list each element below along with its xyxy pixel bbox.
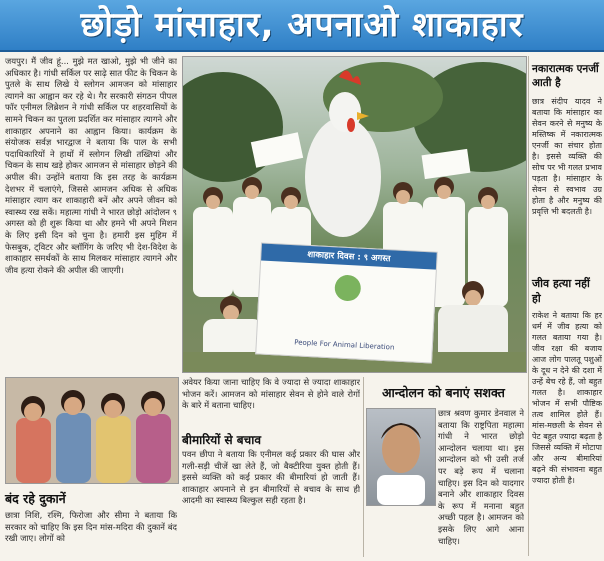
movement-column (438, 408, 524, 556)
killing-column (532, 310, 602, 558)
portrait-photo (366, 408, 436, 506)
shops-heading: बंद रहे दुकानें (5, 491, 66, 506)
photo-banner-tag: People For Animal Liberation (294, 338, 395, 352)
right-column-divider (528, 56, 529, 556)
shops-text: छात्रा निशि, रश्मि, फिरोजा और सीमा ने बताया कि सरकार को चाहिए कि इस दिन मांस-मदिरा की दुकानें बंद रखी जाए। लोगों को (5, 510, 177, 544)
center-text: अवेयर किया जाना चाहिए कि वे ज्यादा से ज्यादा शाकाहार भोजन करें। आमजन को मांसाहार सेवन से होने वाले रोगों के बारे में बताना चाहिए। (182, 377, 360, 411)
photo-banner-logo (334, 274, 361, 301)
portrait-illustration (367, 409, 435, 505)
movement-heading: आन्दोलन को बनाएं सशक्त (382, 385, 505, 400)
center-text-block (182, 377, 360, 427)
students-illustration (6, 378, 178, 483)
diseases-column (182, 449, 360, 557)
students-photo (5, 377, 179, 484)
killing-heading: जीव हत्या नहीं हो (532, 277, 590, 305)
negative-energy-text: छात्र संदीप यादव ने बताया कि मांसाहार का सेवन करने से मनुष्य के मस्तिष्क में नकारात्मक एनर्जी का संचार होता है। इससे व्यक्ति की सोच पर भी गलत प्रभाव पड़ता है। मांसाहार के सेवन से स्वभाव उग्र होता है और मनुष्य की प्रवृत्ति भी बदलती है। (532, 97, 602, 216)
headline: छोड़ो मांसाहार, अपनाओ शाकाहार (80, 5, 524, 45)
column-divider (363, 377, 364, 557)
diseases-text: पवन छीपा ने बताया कि एनीमल कई प्रकार की घास और गली-सड़ी चीजें खा लेते हैं, जो बैक्टीरिया युक्त होती हैं। इससे व्यक्ति को कई प्रकार की बीमारियां हो जाती हैं। शाकाहार अपनाने से इन बीमारियों से बचाव के साथ ही आदमी का स्वास्थ्य बिल्कुल सही रहता है। (182, 449, 360, 506)
killing-text: राकेश ने बताया कि हर धर्म में जीव हत्या को गलत बताया गया है। जीव रक्षा की बजाय आज लोग पालतू पशुओं के दूध न देने की दशा में उन्हें बेच रहे हैं, जो बहुत गलत है। शाकाहार भोजन में सभी पौष्टिक तत्व शामिल होते हैं। मांस-मछली के सेवन से पेट बहुत ज्यादा बढ़ता है जिससे व्यक्ति में मोटापा और अन्य बीमारियां बढ़ने की संभावना बहुत ज्यादा होती है। (532, 311, 602, 485)
diseases-heading: बीमारियों से बचाव (182, 433, 262, 447)
photo-banner-title: शाकाहार दिवस : ९ अगस्त (261, 243, 437, 269)
negative-energy-column (532, 96, 602, 266)
intro-text: जयपुर। मैं जीव हूं... मुझे मत खाओ, मुझे भी जीने का अधिकार है। गांधी सर्किल पर साढ़े सात फीट के चिकन के पुतले के साथ लिखे ये स्लोगन आमजन को मांसाहार त्यागने का आह्वान कर रहे थे। गैर सरकारी संगठन पीपल फॉर एनीमल लिब्रेशन ने गांधी सर्किल पर शहरवासियों के सामने चिकन का पुतला प्रदर्शित कर मांसाहार त्यागने और शाकाहार अपनाने का आह्वान किया। कार्यक्रम के संयोजक सर्वज्ञ भारद्वाज ने बताया कि पाल के सभी पदाधिकारियों ने हाथों में स्लोगन लिखी तख्तियां और चिकन के साथ खड़े होकर आमजन से मांसाहार छोड़ने की अपील की। उन्होंने बताया कि इस तरह के कार्यक्रम देशभर में चलाएंगे, जिससे आमजन अधिक से अधिक मांसाहार त्याग कर शाकाहारी बनें और अपने जीवन को स्वास्थ्य रख सकें। महात्मा गांधी ने भारत छोड़ो आंदोलन ९ अगस्त को ही शुरू किया था और हमने भी अपने मिशन के लिए इसी दिन को चुना है। हमारी इस मुहिम में फेसबुक, ट्विटर और ब्लॉगिंग के जरिए भी देश-विदेश के शाकाहार समर्थकों के साथ मिलकर मांसाहार त्यागने और जीव हत्या रोकने की अपील की जाएगी। (5, 56, 177, 275)
photo-banner (255, 242, 438, 363)
shops-column (5, 510, 177, 558)
negative-energy-heading: नकारात्मक एनर्जी आती है (532, 63, 599, 89)
intro-column (5, 56, 177, 374)
masthead (0, 0, 604, 52)
main-photo (182, 56, 527, 373)
movement-text: छात्र श्रवण कुमार डेनवाल ने बताया कि राष्ट्रपिता महात्मा गांधी ने भारत छोड़ो आन्दोलन चलाया था। इस आन्दोलन को भी उसी तर्ज पर बड़े रूप में चलाना चाहिए। इस दिन को यादगार बनाने और शाकाहार दिवस के रूप में मनाना बहुत अच्छी पहल है। आमजन को इसके लिए आगे आना चाहिए। (438, 408, 524, 546)
